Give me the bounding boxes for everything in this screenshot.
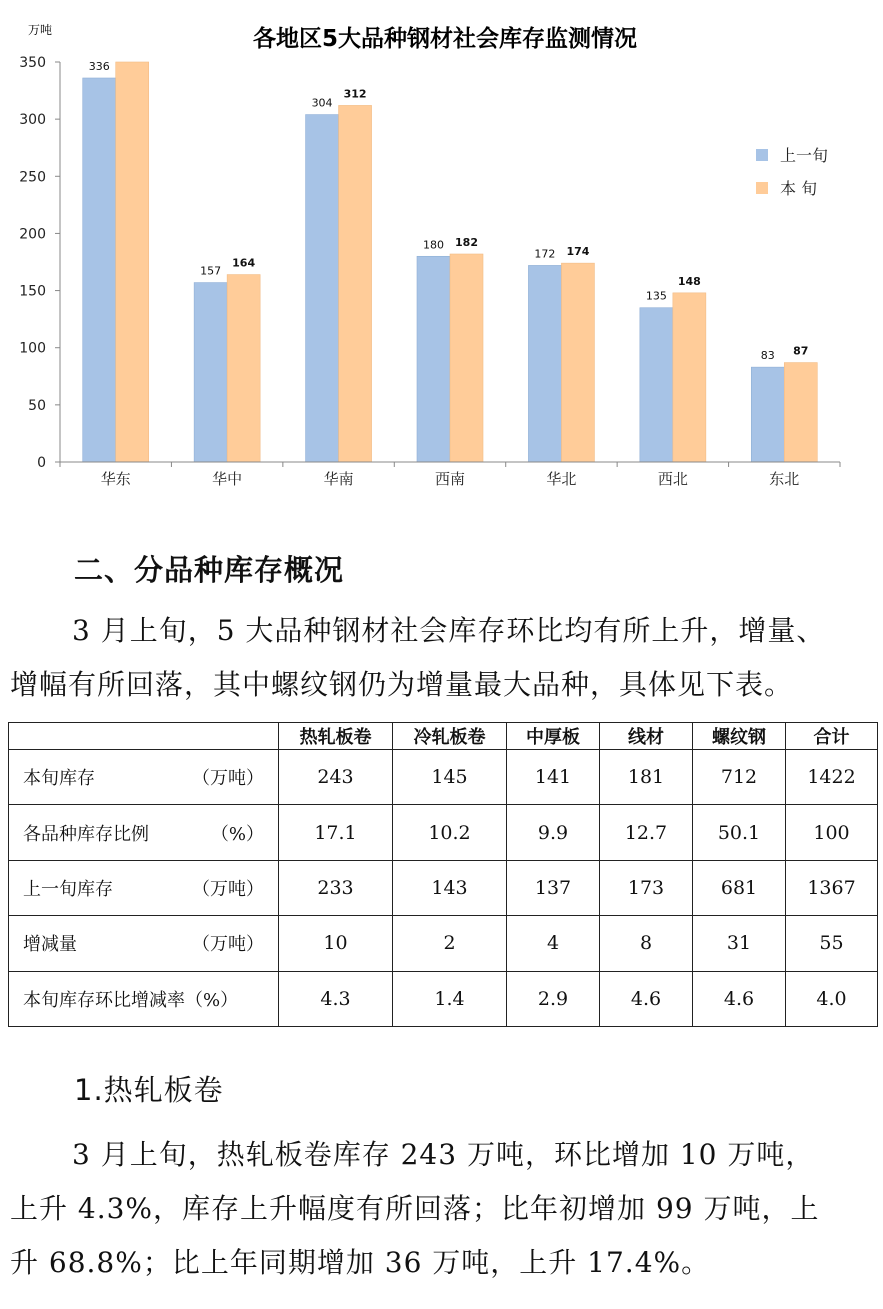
data-label: 304	[311, 96, 333, 110]
y-tick-label: 150	[19, 283, 46, 300]
paragraph-line: 升 68.8%；比上年同期增加 36 万吨，上升 17.4%。	[10, 1246, 711, 1279]
table-cell: 4.0	[786, 971, 878, 1026]
row-label: 本旬库存环比增减率（%）	[23, 989, 239, 1011]
bar-current	[116, 62, 149, 462]
table-cell: 4	[507, 916, 600, 971]
y-tick-label: 250	[19, 169, 46, 186]
row-label-cell	[9, 860, 279, 915]
data-label: 148	[677, 274, 701, 288]
row-label-cell	[9, 971, 279, 1026]
y-tick-label: 100	[19, 340, 46, 357]
table-cell: 181	[600, 750, 693, 805]
row-label: 各品种库存比例	[23, 823, 149, 845]
table-row	[9, 916, 878, 971]
table-cell: 137	[507, 860, 600, 915]
data-label: 157	[200, 264, 222, 278]
x-tick-label: 华东	[100, 470, 131, 488]
paragraph-hot-rolled	[10, 1128, 876, 1290]
data-label: 174	[566, 245, 590, 259]
table-cell: 173	[600, 860, 693, 915]
x-tick-label: 华中	[212, 470, 243, 488]
subsection-title: 1.热轧板卷	[74, 1073, 224, 1107]
table-cell: 2.9	[507, 971, 600, 1026]
table-cell: 9.9	[507, 805, 600, 860]
bar-current	[450, 254, 483, 462]
row-label: 本旬库存	[23, 768, 95, 790]
table-cell: 1422	[786, 750, 878, 805]
table-header-cell: 合计	[786, 723, 878, 750]
bar-current	[784, 363, 817, 462]
data-label: 180	[423, 238, 444, 252]
data-label: 83	[760, 349, 775, 363]
table-header-cell	[9, 723, 279, 750]
inventory-table	[8, 722, 878, 1027]
section-title: 二、分品种库存概况	[74, 553, 345, 587]
x-tick-label: 东北	[769, 470, 800, 488]
y-tick-label: 50	[28, 397, 46, 414]
table-cell: 145	[393, 750, 507, 805]
bar-previous	[306, 115, 339, 462]
row-label: 上一旬库存	[23, 878, 113, 900]
bar-current	[673, 293, 706, 462]
bar-previous	[417, 256, 450, 462]
table-header-cell: 螺纹钢	[693, 723, 786, 750]
table-cell: 4.6	[600, 971, 693, 1026]
table-cell: 31	[693, 916, 786, 971]
row-label-cell	[9, 805, 279, 860]
y-tick-label: 0	[37, 455, 46, 471]
table-cell: 712	[693, 750, 786, 805]
table-cell: 143	[393, 860, 507, 915]
table-cell: 233	[279, 860, 393, 915]
table-cell: 10.2	[393, 805, 507, 860]
table-header-cell: 中厚板	[507, 723, 600, 750]
table-cell: 100	[786, 805, 878, 860]
chart-title: 各地区5大品种钢材社会库存监测情况	[252, 26, 638, 52]
table-header-cell: 线材	[600, 723, 693, 750]
y-tick-label: 200	[19, 226, 46, 243]
table-cell: 4.6	[693, 971, 786, 1026]
x-tick-label: 华北	[546, 470, 577, 488]
legend-label: 本 旬	[780, 179, 818, 198]
data-label: 172	[534, 247, 556, 261]
legend-swatch	[756, 149, 768, 161]
bar-current	[561, 263, 594, 462]
data-label: 312	[343, 87, 367, 101]
row-unit: （万吨）	[192, 878, 264, 900]
table-cell: 4.3	[279, 971, 393, 1026]
data-label: 164	[232, 256, 256, 270]
legend-label: 上一旬	[780, 146, 829, 165]
table-cell: 17.1	[279, 805, 393, 860]
paragraph-line: 3 月上旬，热轧板卷库存 243 万吨，环比增加 10 万吨，	[72, 1138, 815, 1171]
legend-swatch	[756, 182, 768, 194]
table-row	[9, 971, 878, 1026]
bar-previous	[83, 78, 116, 462]
row-label: 增减量	[23, 934, 77, 956]
table-row	[9, 750, 878, 805]
x-tick-label: 华南	[323, 470, 354, 488]
table-header-row	[9, 723, 878, 750]
table-cell: 1367	[786, 860, 878, 915]
y-axis-unit-label: 万吨	[28, 23, 53, 37]
table-cell: 243	[279, 750, 393, 805]
row-unit: （%）	[210, 823, 264, 845]
table-cell: 141	[507, 750, 600, 805]
paragraph-overview	[10, 604, 876, 712]
region-inventory-chart	[0, 0, 883, 500]
bar-previous	[194, 283, 227, 462]
table-row	[9, 860, 878, 915]
bar-previous	[528, 265, 561, 462]
table-cell: 1.4	[393, 971, 507, 1026]
table-cell: 8	[600, 916, 693, 971]
paragraph-line: 上升 4.3%，库存上升幅度有所回落；比年初增加 99 万吨，上	[10, 1192, 820, 1225]
table-cell: 681	[693, 860, 786, 915]
data-label: 336	[88, 60, 110, 73]
table-row	[9, 805, 878, 860]
bar-current	[227, 275, 260, 462]
bar-current	[339, 105, 372, 462]
row-label-cell	[9, 750, 279, 805]
table-header-cell: 冷轧板卷	[393, 723, 507, 750]
table-cell: 10	[279, 916, 393, 971]
data-label: 87	[793, 344, 809, 358]
paragraph-line: 增幅有所回落，其中螺纹钢仍为增量最大品种，具体见下表。	[10, 668, 794, 701]
bar-previous	[640, 308, 673, 462]
x-tick-label: 西北	[657, 470, 688, 488]
y-tick-label: 300	[19, 112, 46, 129]
row-label-cell	[9, 916, 279, 971]
data-label: 135	[645, 289, 667, 303]
table-cell: 50.1	[693, 805, 786, 860]
data-label: 182	[455, 236, 478, 249]
x-tick-label: 西南	[434, 470, 466, 488]
table-cell: 12.7	[600, 805, 693, 860]
paragraph-line: 3 月上旬，5 大品种钢材社会库存环比均有所上升，增量、	[72, 614, 826, 647]
y-tick-label: 350	[19, 55, 46, 71]
table-cell: 2	[393, 916, 507, 971]
table-header-cell: 热轧板卷	[279, 723, 393, 750]
row-unit: （万吨）	[192, 768, 264, 790]
row-unit: （万吨）	[192, 934, 264, 956]
bar-previous	[751, 367, 784, 462]
table-cell: 55	[786, 916, 878, 971]
